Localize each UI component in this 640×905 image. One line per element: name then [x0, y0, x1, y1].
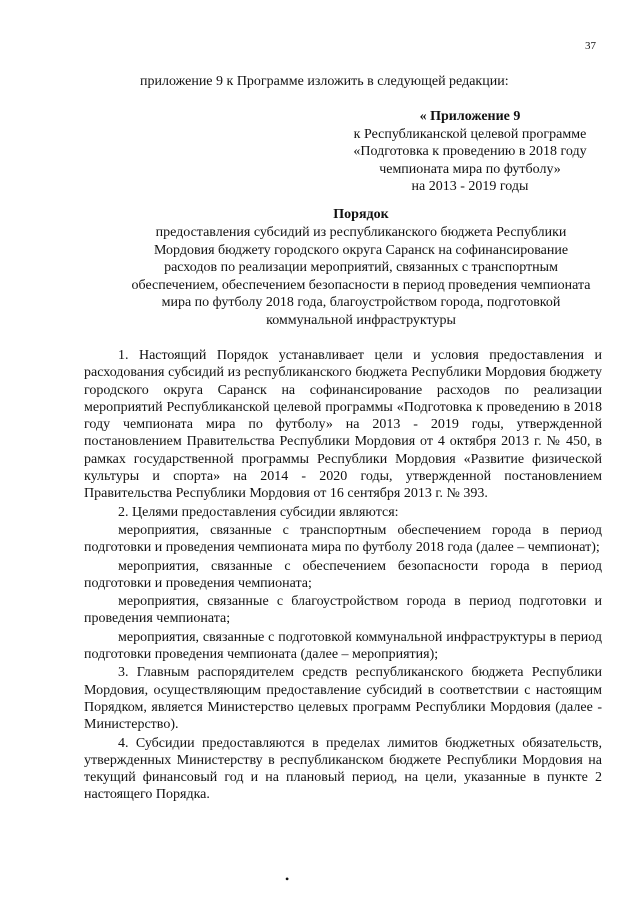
paragraph: мероприятия, связанные с транспортным обеспечением города в период подготовки и проведения чемпионата мира по футболу 2018 года (далее – чемпионат);: [84, 522, 602, 556]
order-subtitle: [118, 224, 604, 329]
subtitle-line: предоставления субсидий из республиканского бюджета Республики: [155, 225, 567, 240]
intro-line: приложение 9 к Программе изложить в следующей редакции:: [140, 74, 509, 89]
subtitle-line: мира по футболу 2018 года, благоустройством города, подготовкой: [161, 295, 561, 310]
appendix-line: к Республиканской целевой программе: [353, 126, 587, 142]
subtitle-line: Мордовия бюджету городского округа Саранск на софинансирование: [153, 242, 569, 258]
appendix-header: [330, 108, 610, 196]
paragraph: мероприятия, связанные с обеспечением безопасности города в период подготовки и проведения чемпионата;: [84, 558, 602, 591]
paragraph: мероприятия, связанные с подготовкой коммунальной инфраструктуры в период подготовки проведения чемпионата (далее – мероприятия);: [84, 629, 602, 663]
document-body: [84, 347, 602, 805]
appendix-title: « Приложение 9: [419, 109, 521, 124]
paragraph: 4. Субсидии предоставляются в пределах лимитов бюджетных обязательств, утвержденных Министерству в республиканском бюджете Республики Мордовия на текущий финансовый год и на плановый период, на цели, указанные в пункте 2 настоящего Порядка.: [84, 735, 602, 803]
order-title: Порядок: [333, 207, 389, 222]
footer-mark: •: [285, 872, 290, 886]
appendix-line: «Подготовка к проведению в 2018 году: [353, 144, 587, 159]
paragraph: 3. Главным распорядителем средств республиканского бюджета Республики Мордовия, осуществляющим предоставление субсидий в соответствии с настоящим Порядком, является Министерство целевых программ Республики Мордовия (далее - Министерство).: [84, 665, 602, 733]
subtitle-line: расходов по реализации мероприятий, связанных с транспортным: [164, 260, 558, 275]
paragraph: 1. Настоящий Порядок устанавливает цели и условия предоставления и расходования субсидий из республиканского бюджета Республики Мордовия бюджету городского округа Саранск на софинансирование расходов по реализации мероприятий Республиканской целевой программы «Подготовка к проведению в 2018 году чемпионата мира по футболу» на 2013 - 2019 годы, утвержденной постановлением Правительства Республики Мордовия от 4 октября 2013 г. № 450, в рамках государственной программы Республики Мордовия «Развитие физической культуры и спорта» на 2014 - 2020 годы, утвержденной постановлением Правительства Республики Мордовия от 16 сентября 2013 г. № 393.: [84, 348, 602, 502]
paragraph: 2. Целями предоставления субсидии являются:: [118, 504, 399, 520]
paragraph: мероприятия, связанные с благоустройством города в период подготовки и проведения чемпионата;: [84, 594, 602, 627]
page-number: 37: [585, 40, 596, 52]
subtitle-line: коммунальной инфраструктуры: [266, 312, 456, 328]
appendix-line: чемпионата мира по футболу»: [379, 161, 561, 177]
appendix-line: на 2013 - 2019 годы: [411, 179, 529, 194]
subtitle-line: обеспечением, обеспечением безопасности в период проведения чемпионата: [131, 277, 591, 293]
